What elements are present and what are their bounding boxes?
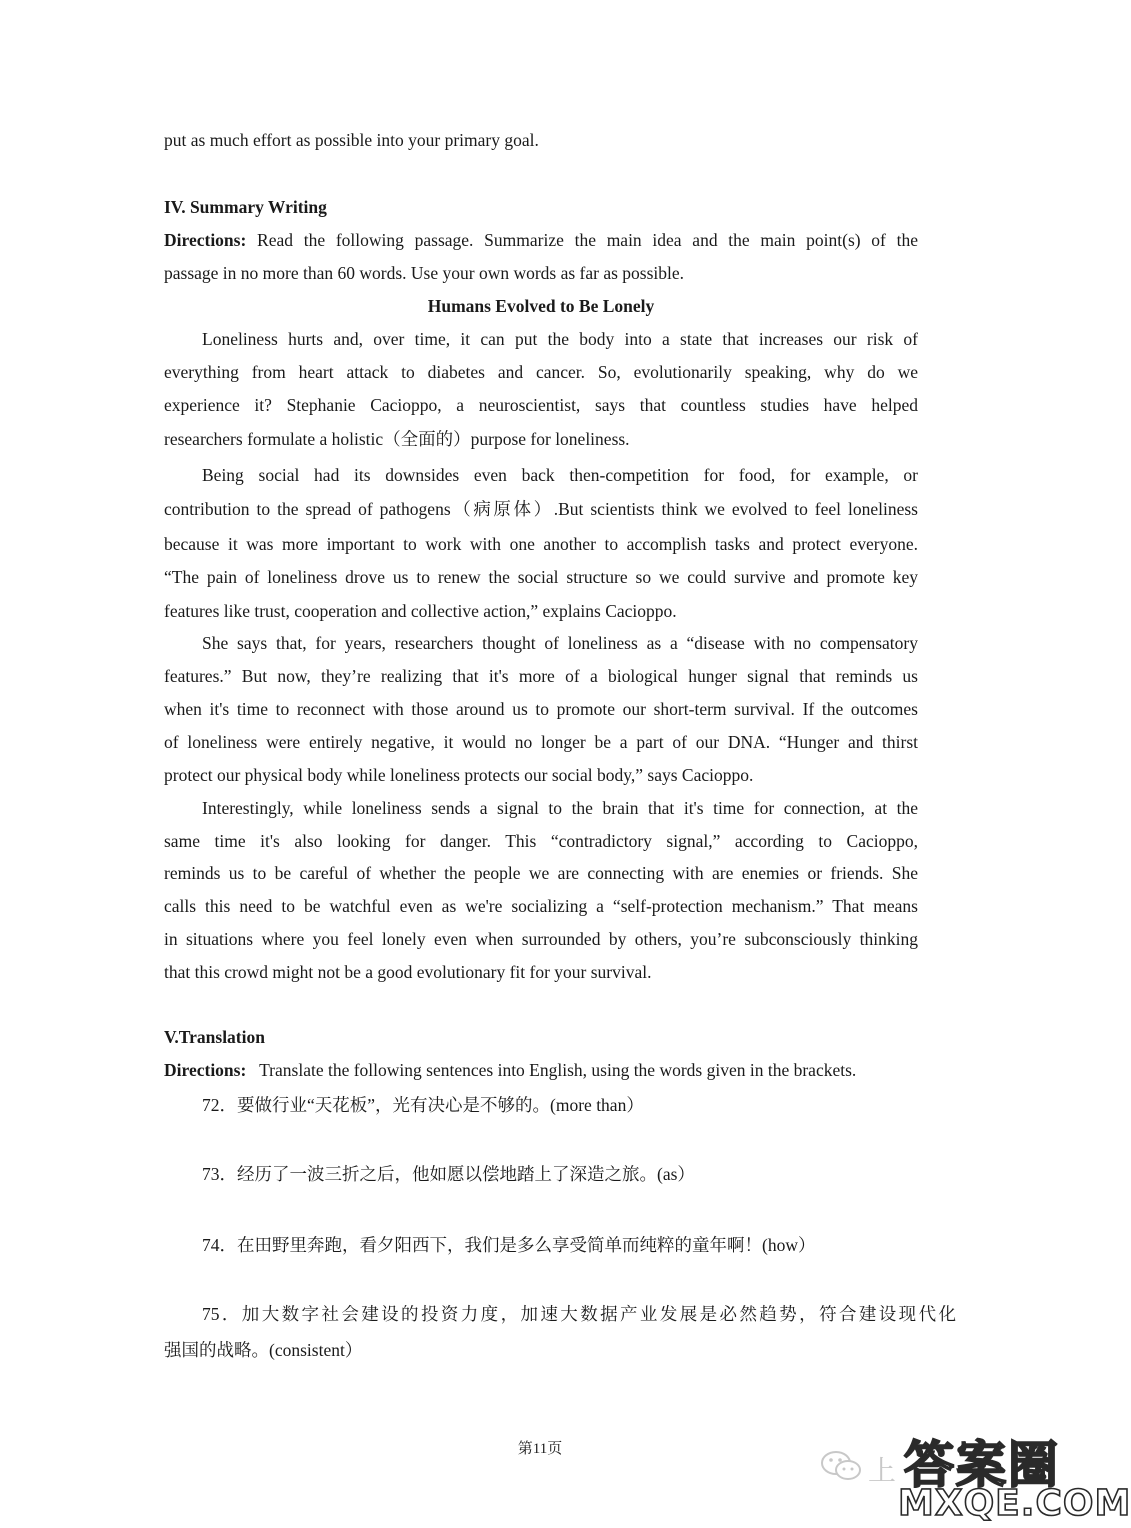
- paragraph-2-line: Being social had its downsides even back then-competition for food, for example, or: [202, 465, 918, 485]
- paragraph-4-line: in situations where you feel lonely even when surrounded by others, you’re subconsciously thinking: [164, 929, 918, 949]
- passage-title: Humans Evolved to Be Lonely: [427, 296, 655, 316]
- paragraph-3-line: She says that, for years, researchers thought of loneliness as a “disease with no compensatory: [202, 633, 918, 653]
- paragraph-4-line: same time it's also looking for danger. This “contradictory signal,” according to Cacioppo,: [164, 831, 918, 851]
- paragraph-3-line: features.” But now, they’re realizing that it's more of a biological hunger signal that reminds us: [164, 666, 918, 686]
- paragraph-2-line: because it was more important to work with one another to accomplish tasks and protect everyone.: [164, 534, 918, 554]
- watermark: [820, 1425, 1131, 1528]
- summary-directions-line-2: passage in no more than 60 words. Use your own words as far as possible.: [164, 263, 685, 283]
- question-75-line-2: 强国的战略。(consistent）: [164, 1340, 363, 1360]
- paragraph-2-line: contribution to the spread of pathogens（病原体）.But scientists think we evolved to feel loneliness: [164, 499, 918, 519]
- paragraph-1-line: everything from heart attack to diabetes and cancer. So, evolutionarily speaking, why do we: [164, 362, 918, 382]
- paragraph-4-line: reminds us to be careful of whether the people we are connecting with are enemies or friends. She: [164, 863, 918, 883]
- directions-label: Directions:: [164, 1060, 247, 1080]
- paragraph-4-line: that this crowd might not be a good evolutionary fit for your survival.: [164, 962, 652, 982]
- directions-label: Directions:: [164, 230, 247, 250]
- summary-directions-line-1: [164, 224, 918, 257]
- paragraph-4-line: calls this need to be watchful even as we're socializing a “self-protection mechanism.” That means: [164, 896, 918, 916]
- paragraph-2-line: features like trust, cooperation and collective action,” explains Cacioppo.: [164, 601, 677, 621]
- paragraph-2-line: “The pain of loneliness drove us to renew the social structure so we could survive and promote key: [164, 567, 918, 587]
- directions-text: Read the following passage. Summarize the main idea and the main point(s) of the: [246, 230, 918, 250]
- paragraph-1-line: experience it? Stephanie Cacioppo, a neuroscientist, says that countless studies have helped: [164, 395, 918, 415]
- watermark-url: MXQE.COM: [898, 1483, 1131, 1524]
- paragraph-3-line: protect our physical body while loneliness protects our social body,” says Cacioppo.: [164, 765, 754, 785]
- question-74: 74．在田野里奔跑，看夕阳西下，我们是多么享受简单而纯粹的童年啊！(how）: [202, 1235, 816, 1255]
- question-72: 72．要做行业“天花板”，光有决心是不够的。(more than）: [202, 1095, 644, 1115]
- paragraph-3-line: of loneliness were entirely negative, it would no longer be a part of our DNA. “Hunger and thirst: [164, 732, 918, 752]
- paragraph-3-line: when it's time to reconnect with those around us to promote our short-term survival. If the outcomes: [164, 699, 918, 719]
- previous-section-tail: put as much effort as possible into your primary goal.: [164, 130, 539, 150]
- watermark-brand: 答案圈: [904, 1436, 1060, 1494]
- watermark-partial-text: 上: [868, 1454, 897, 1487]
- translation-directions: [164, 1054, 918, 1087]
- page-number: 第11页: [517, 1441, 563, 1457]
- paragraph-1-line: researchers formulate a holistic（全面的）purpose for loneliness.: [164, 429, 630, 449]
- section-heading-summary: IV. Summary Writing: [164, 197, 327, 217]
- paragraph-4-line: Interestingly, while loneliness sends a signal to the brain that it's time for connection, at the: [202, 798, 918, 818]
- wechat-icon: [820, 1449, 864, 1483]
- paragraph-1-line: Loneliness hurts and, over time, it can put the body into a state that increases our risk of: [202, 329, 918, 349]
- question-73: 73．经历了一波三折之后，他如愿以偿地踏上了深造之旅。(as）: [202, 1164, 695, 1184]
- section-heading-translation: V.Translation: [164, 1027, 265, 1047]
- question-75-line-1: 75．加大数字社会建设的投资力度，加速大数据产业发展是必然趋势，符合建设现代化: [202, 1304, 956, 1324]
- directions-text: Translate the following sentences into English, using the words given in the brackets.: [246, 1060, 857, 1080]
